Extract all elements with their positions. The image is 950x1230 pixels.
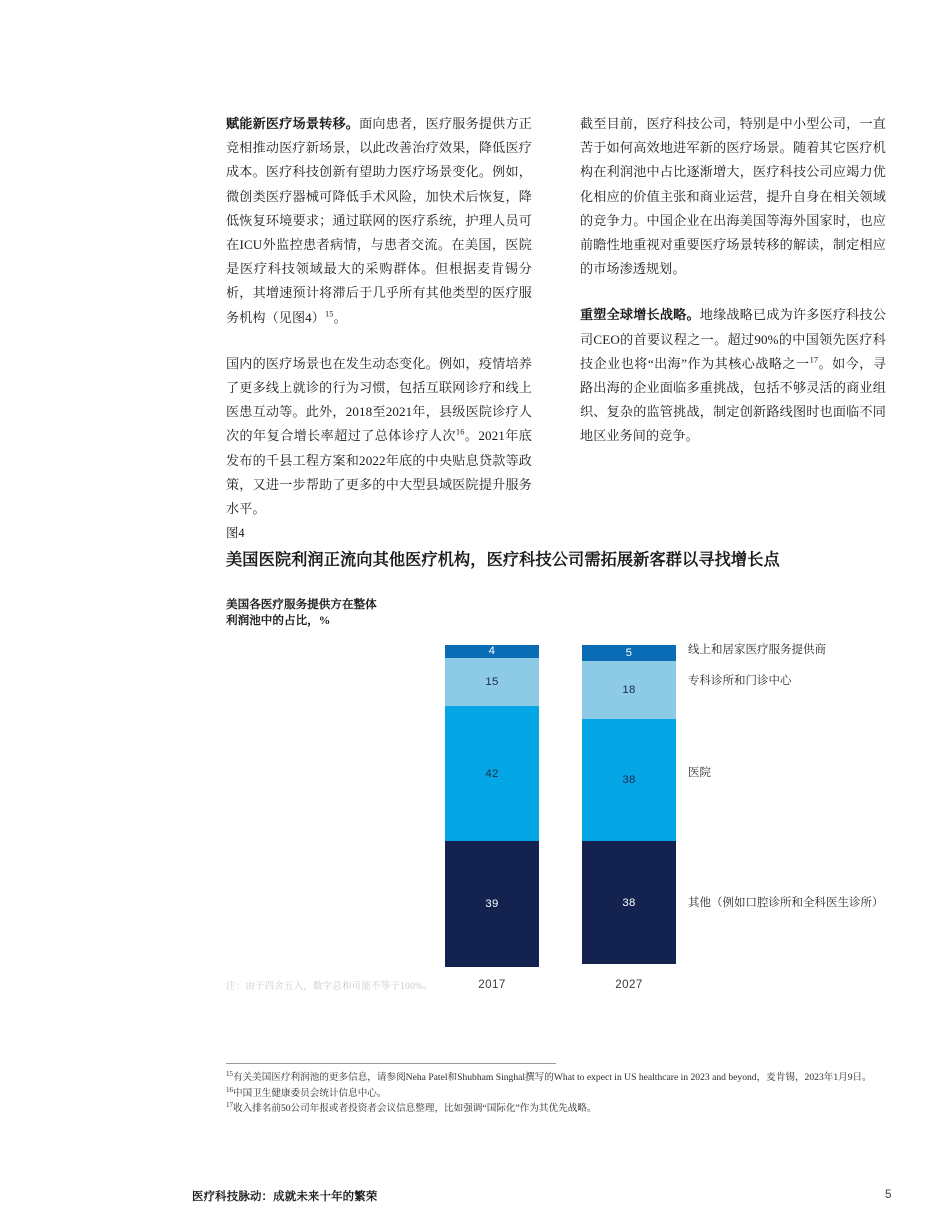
- figure-title: 美国医院利润正流向其他医疗机构，医疗科技公司需拓展新客群以寻找增长点: [226, 551, 780, 569]
- right-text-column: [580, 112, 886, 521]
- paragraph-lead: 赋能新医疗场景转移。: [226, 116, 360, 131]
- figure-subtitle-line-2: 利润池中的占比，%: [226, 613, 331, 627]
- footnote-item: [226, 1102, 926, 1117]
- chart-x-axis-labels: [445, 978, 677, 991]
- figure-number: 图4: [226, 526, 245, 540]
- bar-segment-value: 4: [488, 645, 496, 658]
- bar-segment-value: 5: [625, 647, 633, 660]
- paragraph-tail: 。如今，寻路出海的企业面临多重挑战，包括不够灵活的商业组织、复杂的监管挑战，制定创新路线图时也面临不同地区业务间的竞争。: [580, 355, 886, 444]
- chart-plot-area: [445, 645, 677, 967]
- paragraph-tail: 。: [333, 309, 347, 325]
- bar-segment: [445, 706, 539, 841]
- footnote-marker: 17: [226, 1101, 233, 1109]
- footnote-ref: 17: [809, 355, 819, 365]
- figure-subtitle: [226, 597, 926, 628]
- footnote-ref: 15: [325, 309, 334, 319]
- footnote-item: [226, 1087, 926, 1102]
- footnote-ref: 16: [455, 428, 465, 438]
- x-axis-label: 2017: [478, 978, 506, 991]
- paragraph-text: 面向患者，医疗服务提供方正竞相推动医疗新场景，以此改善治疗效果，降低医疗成本。医疗科技创新有望助力医疗场景变化。例如，微创类医疗器械可降低手术风险，加快术后恢复，降低恢复环境要求；通过联网的医疗系统，护理人员可在ICU外监控患者病情，与患者交流。在美国，医院是医疗科技领域最大的采购群体。但根据麦肯锡分析，其增速预计将滞后于几乎所有其他类型的医疗服务机构（见图4）: [226, 116, 532, 325]
- bar-segment: [582, 661, 676, 719]
- paragraph: [226, 112, 532, 330]
- footnote-item: [226, 1071, 926, 1086]
- footnote-text: 收入排名前50公司年报或者投资者会议信息整理，比如强调“国际化”作为其优先战略。: [233, 1103, 597, 1115]
- x-axis-label: 2027: [615, 978, 643, 991]
- chart-legend: [688, 640, 903, 970]
- paragraph-text: 地缘战略已成为许多医疗科技公司CEO的首要议程之一。超过90%的中国领先医疗科技企业也将“出海”作为其核心战略之一: [580, 307, 886, 371]
- paragraph: [580, 303, 886, 448]
- bar-segment-value: 18: [622, 684, 636, 697]
- footnotes: [226, 1063, 926, 1118]
- figure-note: 注：由于四舍五入，数字总和可能不等于100%。: [226, 982, 433, 992]
- bar-column: [582, 645, 676, 967]
- bar-segment-value: 38: [622, 896, 636, 909]
- left-text-column: [226, 112, 532, 521]
- bar-column: [445, 645, 539, 967]
- paragraph: [580, 112, 886, 281]
- stacked-bar-chart: [226, 640, 926, 1020]
- bar-segment: [445, 658, 539, 706]
- legend-item: 专科诊所和门诊中心: [688, 675, 792, 688]
- legend-item: 其他（例如口腔诊所和全科医生诊所）: [688, 897, 884, 910]
- paragraph: [226, 352, 532, 521]
- paragraph-text: 截至目前，医疗科技公司，特别是中小型公司，一直苦于如何高效地进军新的医疗场景。随着其它医疗机构在利润池中占比逐渐增大，医疗科技公司应竭力优化相应的价值主张和商业运营，提升自身在相关领域的竞争力。中国企业在出海美国等海外国家时，也应前瞻性地重视对重要医疗场景转移的解读，制定相应的市场渗透规划。: [580, 116, 886, 277]
- paragraph-tail: 。2021年底发布的千县工程方案和2022年底的中央贴息贷款等政策，又进一步帮助了更多的中大型县域医院提升服务水平。: [226, 428, 532, 517]
- paragraph-text: 国内的医疗场景也在发生动态变化。例如，疫情培养了更多线上就诊的行为习惯，包括互联网诊疗和线上医患互动等。此外，2018至2021年，县级医院诊疗人次的年复合增长率超过了总体诊疗人次: [226, 355, 532, 444]
- footnote-marker: 15: [226, 1069, 233, 1078]
- paragraph-lead: 重塑全球增长战略。: [580, 307, 700, 323]
- page-number: 5: [885, 1188, 892, 1201]
- bar-segment-value: 42: [485, 767, 499, 780]
- bar-segment: [582, 841, 676, 963]
- figure-4: [226, 525, 926, 1020]
- legend-item: 医院: [688, 766, 711, 779]
- legend-item: 线上和居家医疗服务提供商: [688, 644, 826, 657]
- bar-segment: [445, 841, 539, 967]
- bar-segment-value: 38: [622, 774, 636, 787]
- footnote-marker: 16: [226, 1085, 233, 1094]
- bar-segment-value: 39: [485, 898, 499, 911]
- bar-segment: [582, 645, 676, 661]
- bar-segment: [582, 719, 676, 841]
- footnote-text: 有关美国医疗利润池的更多信息，请参阅Neha Patel和Shubham Singhal撰写的What to expect in US healthcare in 2023 and beyond，麦肯锡，2023年1月9日。: [233, 1072, 872, 1083]
- footnote-divider: [226, 1063, 556, 1064]
- figure-subtitle-line-1: 美国各医疗服务提供方在整体: [226, 598, 377, 611]
- bar-segment: [445, 645, 539, 658]
- footnote-text: 中国卫生健康委员会统计信息中心。: [233, 1087, 387, 1099]
- bar-segment-value: 15: [485, 676, 499, 689]
- body-columns: [226, 112, 886, 521]
- running-footer-title: 医疗科技脉动：成就未来十年的繁荣: [192, 1191, 378, 1203]
